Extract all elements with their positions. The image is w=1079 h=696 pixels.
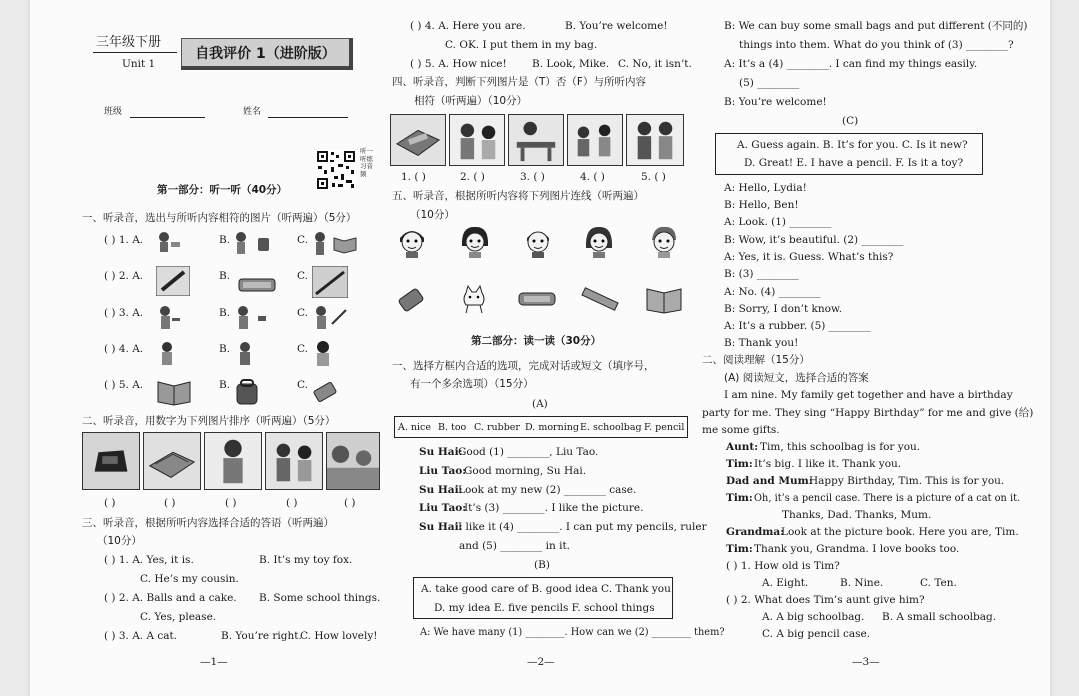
- q3-1-b: B. It’s my toy fox.: [259, 554, 353, 566]
- pencil-case-object-icon[interactable]: [518, 290, 556, 308]
- dialog-c-line-6: B: (3) ________: [724, 268, 799, 280]
- q5-title: 五、听录音，根据所听内容将下列图片连线（听两遍）: [392, 190, 644, 202]
- q2-pic-park[interactable]: [326, 432, 380, 490]
- q4-label-1[interactable]: 1. ( ): [401, 171, 426, 183]
- page-number-1: —1—: [200, 656, 228, 668]
- grade-underline: [93, 52, 177, 53]
- q1-row-1: ( ) 1. A.: [104, 234, 144, 246]
- story-line-5: Thanks, Dad. Thanks, Mum.: [782, 509, 932, 521]
- options-b-line-2: D. my idea E. five pencils F. school things: [434, 602, 655, 614]
- q2-pic-pencil-sharpener[interactable]: [82, 432, 140, 490]
- story-speaker-6: Tim:: [726, 543, 753, 555]
- q4-pic-5-friends[interactable]: [626, 114, 684, 166]
- passage-line-3: me some gifts.: [702, 424, 780, 436]
- q5-score: （10分）: [410, 209, 455, 221]
- q2-pic-two-kids[interactable]: [265, 432, 323, 490]
- dialog-b-line-1: A: We have many (1) ________. How can we (2) ________ them?: [420, 627, 725, 638]
- girl-with-schoolbag-icon[interactable]: [232, 230, 272, 256]
- q4-pic-2-two-kids[interactable]: [449, 114, 505, 166]
- q3-3-b: B. You’re right.: [221, 630, 302, 642]
- name-label: 姓名: [243, 107, 262, 117]
- q3-3-a: ( ) 3. A. A cat.: [104, 630, 178, 642]
- dialog-c-line-3: A: Look. (1) ________: [724, 216, 832, 228]
- q4-pic-3-desk[interactable]: [508, 114, 564, 166]
- options-b-line-1: A. take good care of B. good idea C. Thank you: [421, 583, 671, 595]
- option-d-morning: D. morning: [525, 422, 579, 433]
- page-title: 自我评价 1（进阶版）: [181, 38, 353, 70]
- q4-title: 四、听录音，判断下列图片是（T）否（F）与所听内容: [392, 76, 646, 88]
- face-3-icon[interactable]: [522, 224, 554, 258]
- toy-cat-icon[interactable]: [458, 283, 490, 315]
- class-label: 班级: [104, 107, 123, 117]
- mcq-1-option-c[interactable]: C. Ten.: [920, 577, 957, 589]
- q1-row-5: ( ) 5. A.: [104, 379, 144, 391]
- q4-label-3[interactable]: 3. ( ): [520, 171, 545, 183]
- dialog-c-line-1: A: Hello, Lydia!: [724, 182, 807, 194]
- options-c-line-2: D. Great! E. I have a pencil. F. Is it a toy?: [744, 157, 964, 169]
- q2-blank-3[interactable]: ( ): [225, 497, 237, 509]
- dialog-b-line-6: B: You’re welcome!: [724, 96, 827, 108]
- q3-3-c: C. How lovely!: [300, 630, 378, 642]
- dialog-a-speaker-1: Su Hai:: [419, 446, 463, 458]
- dialog-a-line-3: Look at my new (2) ________ case.: [458, 484, 637, 496]
- dialog-a-line-1: Good (1) ________, Liu Tao.: [458, 446, 599, 458]
- part-c-label: (C): [842, 115, 859, 127]
- dialog-c-line-5: A: Yes, it is. Guess. What’s this?: [724, 251, 894, 263]
- mcq-1-option-b[interactable]: B. Nine.: [840, 577, 884, 589]
- passage-line-2: party for me. They sing “Happy Birthday” for me and give (给): [702, 407, 1034, 419]
- dialog-b-line-4: A: It’s a (4) ________. I can find my things easily.: [724, 58, 978, 70]
- rubber-icon[interactable]: [312, 380, 338, 404]
- section1-title: 第一部分：听一听（40分）: [157, 184, 288, 196]
- q4-label-4[interactable]: 4. ( ): [580, 171, 605, 183]
- mcq-2-question: ( ) 2. What does Tim’s aunt give him?: [726, 594, 925, 606]
- dialog-a-line-4: It’s (3) ________. I like the picture.: [464, 502, 644, 514]
- dialog-c-line-10: B: Thank you!: [724, 337, 799, 349]
- story-speaker-3: Dad and Mum:: [726, 475, 813, 487]
- dialog-b-line-5: (5) ________: [739, 77, 800, 89]
- mcq-1-question: ( ) 1. How old is Tim?: [726, 560, 840, 572]
- dialog-a-line-6: and (5) ________ in it.: [459, 540, 571, 552]
- q2-pic-pencil-case[interactable]: [143, 432, 201, 490]
- q1-opt-b: B.: [219, 270, 231, 282]
- q3-2-a: ( ) 2. A. Balls and a cake.: [104, 592, 237, 604]
- q3-5-c: C. No, it isn’t.: [618, 58, 692, 70]
- dialog-b-line-2: B: We can buy some small bags and put different (不同的): [724, 20, 1028, 32]
- boy-with-book-icon[interactable]: [312, 230, 358, 258]
- picture-book-icon[interactable]: [156, 378, 192, 406]
- dialog-c-line-8: B: Sorry, I don’t know.: [724, 303, 843, 315]
- face-1-icon[interactable]: [396, 224, 428, 258]
- section2-title: 第二部分：读一读（30分）: [471, 335, 602, 347]
- mcq-2-option-a[interactable]: A. A big schoolbag.: [762, 611, 865, 623]
- name-field[interactable]: [268, 117, 348, 118]
- q1-opt-c: C.: [297, 270, 308, 282]
- dialog-c-line-9: A: It’s a rubber. (5) ________: [724, 320, 871, 332]
- story-speaker-5: Grandma:: [726, 526, 785, 538]
- page-number-2: —2—: [527, 656, 555, 668]
- boy-icon[interactable]: [234, 340, 260, 368]
- mcq-1-option-a[interactable]: A. Eight.: [762, 577, 809, 589]
- q1-opt-c: C.: [297, 234, 308, 246]
- qr-code-icon[interactable]: [316, 150, 356, 190]
- q3-4-c: C. OK. I put them in my bag.: [445, 39, 598, 51]
- q3-5-b: B. Look, Mike.: [532, 58, 610, 70]
- q3-4-a: ( ) 4. A. Here you are.: [410, 20, 526, 32]
- q3-1-a: ( ) 1. A. Yes, it is.: [104, 554, 194, 566]
- q1-opt-b: B.: [219, 343, 231, 355]
- q3-2-c: C. Yes, please.: [140, 611, 217, 623]
- dialog-c-line-4: B: Wow, it’s beautiful. (2) ________: [724, 234, 904, 246]
- q2-blank-5[interactable]: ( ): [344, 497, 356, 509]
- book-object-icon[interactable]: [645, 284, 683, 314]
- mcq-2-option-b[interactable]: B. A small schoolbag.: [882, 611, 997, 623]
- dialog-a-line-2: Good morning, Su Hai.: [464, 465, 587, 477]
- page-number-3: —3—: [852, 656, 880, 668]
- story-line-3: Happy Birthday, Tim. This is for you.: [809, 475, 1005, 487]
- face-2-icon[interactable]: [459, 224, 491, 258]
- q2-blank-4[interactable]: ( ): [286, 497, 298, 509]
- schoolbag-icon[interactable]: [234, 378, 260, 406]
- r1-title-2: 有一个多余选项）（15分）: [410, 378, 534, 390]
- face-5-icon[interactable]: [648, 224, 680, 258]
- q3-4-b: B. You’re welcome!: [565, 20, 668, 32]
- class-field[interactable]: [130, 117, 205, 118]
- option-b-too: B. too: [438, 422, 467, 433]
- option-c-rubber: C. rubber: [474, 422, 520, 433]
- q2-blank-2[interactable]: ( ): [164, 497, 176, 509]
- dialog-c-line-7: A: No. (4) ________: [724, 286, 821, 298]
- q1-title: 一、听录音，选出与所听内容相符的图片（听两遍）（5分）: [82, 212, 357, 224]
- boy-with-rubber-icon[interactable]: [156, 230, 182, 256]
- dialog-b-line-3: things into them. What do you think of (3) ________?: [739, 39, 1014, 51]
- options-c-line-1: A. Guess again. B. It’s for you. C. Is it new?: [737, 139, 968, 151]
- rubber-object-icon[interactable]: [396, 285, 426, 315]
- dialog-c-line-2: B: Hello, Ben!: [724, 199, 799, 211]
- option-f-pencil: F. pencil: [644, 422, 685, 433]
- story-speaker-1: Aunt:: [726, 441, 759, 453]
- ruler-object-icon[interactable]: [580, 286, 620, 312]
- girl-2-icon[interactable]: [312, 340, 338, 368]
- story-speaker-4: Tim:: [726, 492, 753, 504]
- story-line-1: Tim, this schoolbag is for you.: [760, 441, 921, 453]
- boy-with-rubber-2-icon[interactable]: [234, 304, 270, 332]
- q1-opt-c: C.: [297, 379, 308, 391]
- story-line-6: Look at the picture book. Here you are, Tim.: [781, 526, 1019, 538]
- part-b-label: (B): [534, 559, 550, 571]
- option-e-schoolbag: E. schoolbag: [580, 422, 642, 433]
- boy-with-ruler-icon[interactable]: [156, 304, 182, 332]
- dialog-a-speaker-5: Su Hai:: [419, 521, 463, 533]
- r2-title: 二、阅读理解（15分）: [702, 354, 810, 366]
- mcq-2-option-c[interactable]: C. A big pencil case.: [762, 628, 871, 640]
- dialog-a-speaker-2: Liu Tao:: [419, 465, 467, 477]
- q1-row-4: ( ) 4. A.: [104, 343, 144, 355]
- pen-pic-icon[interactable]: [156, 266, 190, 296]
- q1-opt-b: B.: [219, 307, 231, 319]
- q3-1-c: C. He’s my cousin.: [140, 573, 239, 585]
- story-line-4: Oh, it’s a pencil case. There is a picture of a cat on it.: [754, 493, 1021, 504]
- story-line-2: It’s big. I like it. Thank you.: [754, 458, 902, 470]
- q2-blank-1[interactable]: ( ): [104, 497, 116, 509]
- q4-label-2[interactable]: 2. ( ): [460, 171, 485, 183]
- passage-line-1: I am nine. My family get together and have a birthday: [724, 389, 1013, 401]
- qr-caption: 听一听练习音频: [360, 147, 373, 178]
- q4-pic-1-pencil-case[interactable]: [390, 114, 446, 166]
- q1-opt-b: B.: [219, 234, 231, 246]
- q1-row-3: ( ) 3. A.: [104, 307, 144, 319]
- grade-label: 三年级下册: [96, 35, 162, 50]
- boy-with-pencil-icon[interactable]: [312, 304, 350, 332]
- face-4-icon[interactable]: [583, 224, 615, 258]
- q1-row-2: ( ) 2. A.: [104, 270, 144, 282]
- q1-opt-c: C.: [297, 307, 308, 319]
- q1-opt-b: B.: [219, 379, 231, 391]
- r2-subtitle: (A) 阅读短文，选择合适的答案: [724, 372, 869, 384]
- dialog-a-speaker-4: Liu Tao:: [419, 502, 467, 514]
- q1-opt-c: C.: [297, 343, 308, 355]
- q3-5-a: ( ) 5. A. How nice!: [410, 58, 507, 70]
- pencil-case-pic-icon[interactable]: [238, 276, 276, 294]
- girl-icon[interactable]: [156, 340, 182, 368]
- q2-pic-boy[interactable]: [204, 432, 262, 490]
- story-line-7: Thank you, Grandma. I love books too.: [754, 543, 960, 555]
- dialog-a-speaker-3: Su Hai:: [419, 484, 463, 496]
- q4-pic-4-classroom[interactable]: [567, 114, 623, 166]
- q3-title: 三、听录音，根据所听内容选择合适的答语（听两遍）: [82, 517, 334, 529]
- q3-score: （10分）: [97, 535, 142, 547]
- pencil-pic-icon[interactable]: [312, 266, 348, 298]
- dialog-a-line-5: I like it (4) ________. I can put my pencils, ruler: [458, 521, 707, 533]
- option-a-nice: A. nice: [398, 422, 431, 433]
- q3-2-b: B. Some school things.: [259, 592, 381, 604]
- part-a-label: (A): [532, 398, 548, 410]
- story-speaker-2: Tim:: [726, 458, 753, 470]
- r1-title: 一、选择方框内合适的选项，完成对话或短文（填序号，: [392, 360, 655, 372]
- unit-label: Unit 1: [122, 58, 156, 70]
- q4-title-2: 相符（听两遍）（10分）: [414, 95, 528, 107]
- q4-label-5[interactable]: 5. ( ): [641, 171, 666, 183]
- q2-title: 二、听录音，用数字为下列图片排序（听两遍）（5分）: [82, 415, 336, 427]
